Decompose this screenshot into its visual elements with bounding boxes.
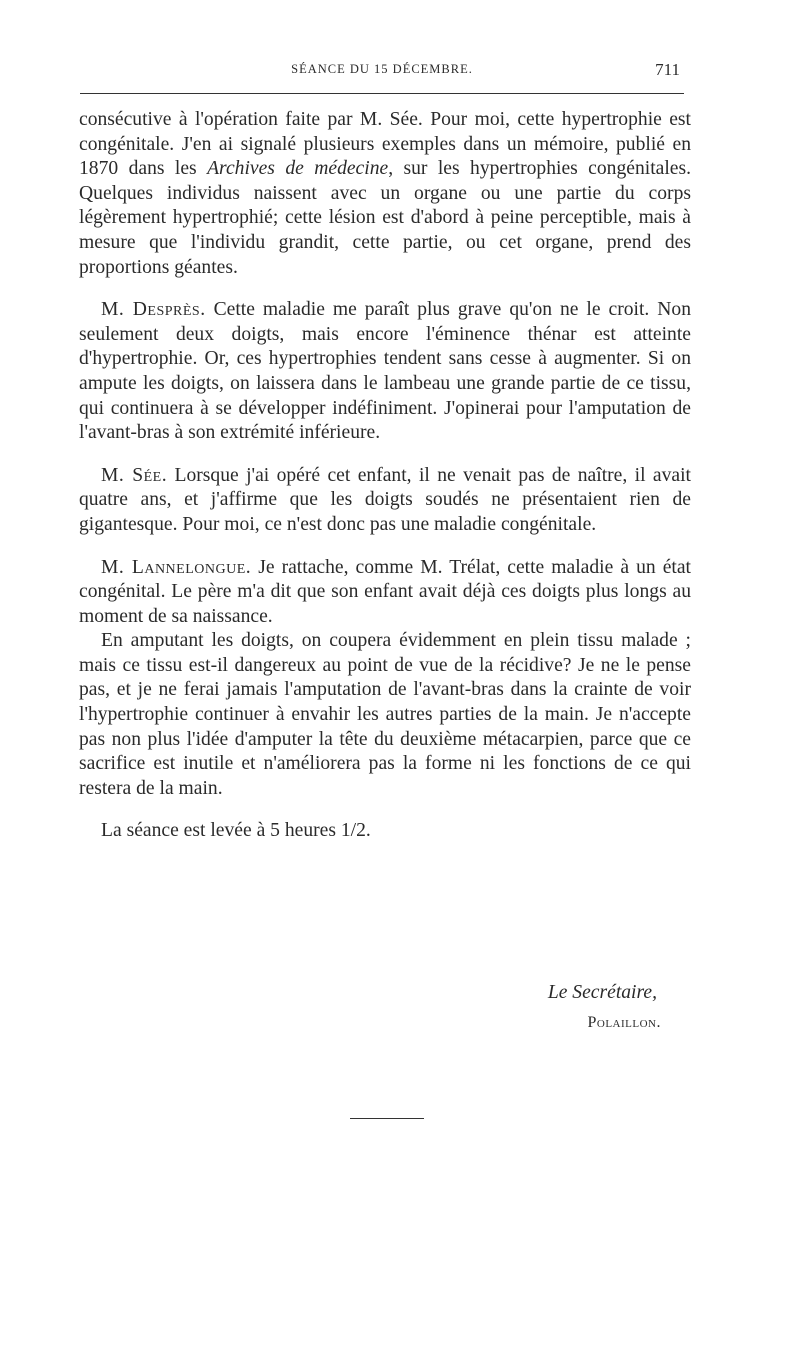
speaker-name: M. Sée.: [101, 464, 168, 486]
signature-block: [547, 978, 661, 1038]
running-title: SÉANCE DU 15 DÉCEMBRE.: [291, 62, 473, 76]
paragraph-lannelongue: [79, 556, 691, 630]
paragraph-text: Cette maladie me paraît plus grave qu'on ne le croit. Non seulement deux doigts, mais encore l'éminence thénar est atteinte d'hypertrophie. Or, ces hypertrophies tendent sans cesse à augmenter. Si on ampute les doigts, on laissera dans le lambeau une grande partie de ce tissu, qui continuera à se développer indéfiniment. J'opinerai pour l'amputation de l'avant-bras à son extrémité inférieure.: [79, 299, 691, 444]
paragraph-see: [79, 464, 691, 538]
header-rule: [80, 93, 684, 94]
paragraph-text: Lorsque j'ai opéré cet enfant, il ne venait pas de naître, il avait quatre ans, et j'affirme que les doigts soudés ne présentaient rien de gigantesque. Pour moi, ce n'est donc pas une maladie congénitale.: [79, 464, 691, 535]
page-number: 711: [655, 60, 680, 79]
running-header: [80, 60, 684, 84]
paragraph-closing: [79, 819, 691, 844]
paragraph-text: , sur les hypertrophies congénitales. Quelques individus naissent avec un organe ou une partie du corps légèrement hypertrophié; cette lésion est d'abord à peine perceptible, mais à mesure que l'individu grandit, cette partie, ou cet organe, prend des proportions géantes.: [79, 158, 691, 278]
speaker-name: M. Lannelongue.: [101, 556, 252, 578]
paragraph-text: En amputant les doigts, on coupera évidemment en plein tissu malade ; mais ce tissu est-il dangereux au point de vue de la récidive? Je ne le pense pas, et je ne ferai jamais l'amputation de l'avant-bras dans la crainte de voir l'hypertrophie continuer à envahir les autres parties de la main. Je n'accepte pas non plus l'idée d'amputer la tête du deuxième métacarpien, parce que ce sacrifice est inutile et n'améliorera pas la forme ni les fonctions de ce qui restera de la main.: [79, 630, 691, 799]
body-text: [79, 108, 691, 844]
paragraph-text: consécutive à l'opération faite par M. Sée. Pour moi, cette hypertrophie est congénitale. J'en ai signalé plusieurs exemples dans un mémoire, publié en 1870 dans les: [79, 109, 691, 180]
speaker-name: M. Desprès.: [101, 299, 206, 321]
paragraph-continuation: [79, 108, 691, 280]
paragraph-text: La séance est levée à 5 heures 1/2.: [101, 820, 371, 842]
paragraph-text: Je rattache, comme M. Trélat, cette maladie à un état congénital. Le père m'a dit que son enfant avait déjà ces doigts plus longs au moment de sa naissance.: [79, 556, 691, 627]
end-rule: [350, 1118, 424, 1119]
paragraph-lannelongue-continued: [79, 629, 691, 801]
paragraph-despres: [79, 298, 691, 446]
secretary-name: Polaillon.: [587, 1014, 661, 1031]
journal-title: Archives de médecine: [207, 158, 389, 180]
secretary-title: Le Secrétaire,: [547, 982, 657, 1003]
